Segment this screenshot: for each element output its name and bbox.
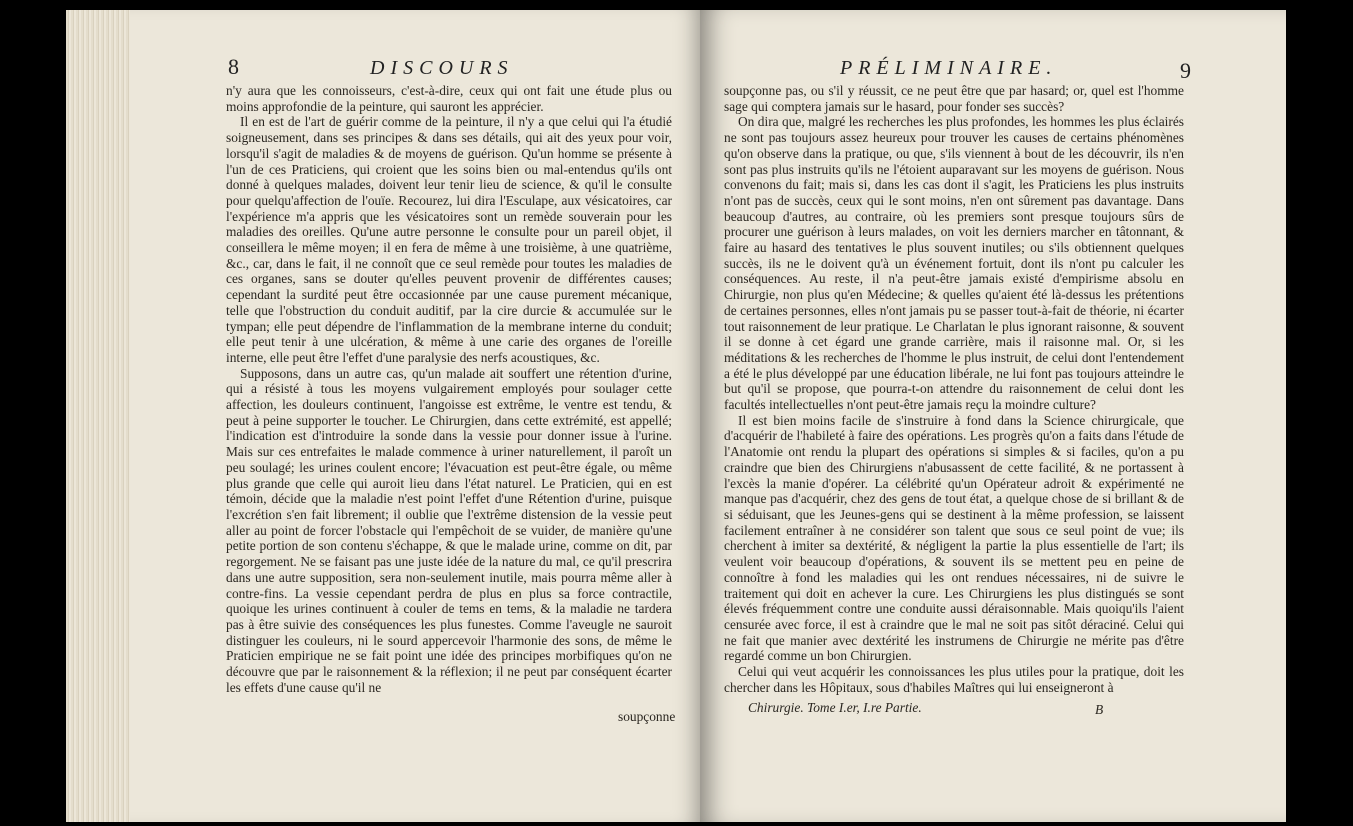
- right-paragraph-3: Il est bien moins facile de s'instruire à fond dans la Science chirurgicale, que d'acquérir de l'habileté à faire des opérations. Les progrès qu'on a faits dans l'étude de l'Anatomie ont rendu la plupart des opérations si simples & si faciles, qu'on a pu craindre que bien des Chirurgiens n'abusassent de cette facilité, & ne portassent à l'excès la manie d'opérer. La célébrité qu'un Opérateur adroit & expérimenté ne manque pas d'acquérir, chez des gens de tout état, a quelque chose de si brillant & de si séduisant, que les Jeunes-gens qui se destinent à la même profession, se laissent facilement entraîner à ne considérer son talent que sous ce seul point de vue; ils cherchent à imiter sa dextérité, & négligent la partie la plus essentielle de l'art; ils veulent voir beaucoup d'opérations, & souvent ils se mettent peu en peine de connoître à fond les maladies qui les ont rendues nécessaires, ni de suivre le traitement qui doit en achever la cure. Les Chirurgiens les plus distingués se sont élevés fréquemment contre une conduite aussi déraisonnable. Mais quoiqu'ils l'aient censurée avec force, il est à craindre que le mal ne soit pas sitôt déraciné. Celui qui ne fait que manier avec dextérité les instrumens de Chirurgie ne mérite pas d'être regardé comme un bon Chirurgien.: [724, 412, 1184, 664]
- right-page-text: [724, 83, 1184, 695]
- right-paragraph-4: Celui qui veut acquérir les connoissances les plus utiles pour la pratique, doit les chercher dans les Hôpitaux, sous d'habiles Maîtres qui lui enseigneront à: [724, 664, 1184, 695]
- page-edges: [66, 10, 136, 822]
- right-paragraph-2: On dira que, malgré les recherches les plus profondes, les hommes les plus éclairés ne sont pas toujours assez heureux pour trouver les causes de certains phénomènes qu'on observe dans la pratique, ou que, s'ils viennent à bout de les découvrir, ils n'en sont pas plus instruits qu'ils ne l'étoient auparavant sur les moyens de guérison. Nous convenons du fait; mais si, dans les cas dont il s'agit, les Praticiens les plus instruits n'ont pas de succès, ceux qui le sont moins, n'en ont sûrement pas davantage. Dans beaucoup d'autres, au contraire, où les premiers sont presque toujours sûrs de procurer une guérison à leurs malades, on voit les derniers marcher en tâtonnant, & faire au hasard des tentatives le plus souvent inutiles; ou s'ils obtiennent quelques succès, ils ne le doivent qu'à un événement fortuit, dont ils n'ont pu calculer les conséquences. Au reste, il n'a peut-être jamais existé d'empirisme absolu en Chirurgie, non plus qu'en Médecine; & quelles qu'aient été là-dessus les prétentions de certaines personnes, elles n'ont jamais pu se passer tout-à-fait de théorie, ni écarter tout raisonnement de leur pratique. Le Charlatan le plus ignorant raisonne, & souvent il se donne à cet égard une grande carrière, mais il raisonne mal. Or, si les méditations & les recherches de l'homme le plus instruit, de celui dont l'entendement a été le plus développé par une éducation libérale, ne lui font pas toujours atteindre le but qu'il se propose, que pourra-t-on attendre du raisonnement de celui dont les facultés intellectuelles n'ont peut-être jamais reçu la moindre culture?: [724, 114, 1184, 413]
- signature-mark: B: [1095, 702, 1104, 717]
- left-page: [130, 10, 700, 822]
- left-page-number: 8: [228, 54, 239, 79]
- left-page-text: [226, 83, 672, 695]
- right-footer: Chirurgie. Tome I.er, I.re Partie.: [748, 700, 922, 715]
- right-running-head: PRÉLIMINAIRE.: [840, 57, 1058, 79]
- right-page-number: 9: [1180, 58, 1191, 83]
- left-catchword: soupçonne: [618, 709, 676, 724]
- left-paragraph-1: n'y aura que les connoisseurs, c'est-à-dire, ceux qui ont fait une étude plus ou moins approfondie de la peinture, qui sauront les apprécier.: [226, 83, 672, 114]
- left-paragraph-2: Il en est de l'art de guérir comme de la peinture, il n'y a que celui qui l'a étudié soigneusement, dans ses principes & dans ses détails, qui ait des yeux pour voir, lorsqu'il s'agit de maladies & de moyens de guérison. Qu'un homme se présente à l'un de ces Praticiens, qui croient que les soins bien ou mal-entendus qu'ils ont donné à quelques malades, doivent leur tenir lieu de science, & qu'il le consulte pour quelqu'affection de l'ouïe. Recourez, lui dira l'Esculape, aux vésicatoires, car l'expérience m'a appris que les vésicatoires sont un remède souverain pour les maladies des oreilles. Qu'une autre personne le consulte pour un pareil objet, il conseillera le même moyen; il en fera de même à une troisième, à une quatrième, &c., car, dans le fait, il ne connoît que ce seul remède pour toutes les maladies de ces organes, sans se douter qu'elles peuvent provenir de différentes causes; cependant la surdité peut être occasionnée par une cause purement mécanique, telle que l'obstruction du conduit auditif, par la cire durcie & accumulée sur le tympan; elle peut dépendre de l'inflammation de la membrane interne du conduit; elle peut tenir à une ulcération, & même à une carie des organes de l'oreille interne, elle peut être l'effet d'une paralysie des nerfs acoustiques, &c.: [226, 114, 672, 365]
- left-paragraph-3: Supposons, dans un autre cas, qu'un malade ait souffert une rétention d'urine, qui a résisté à tous les moyens vulgairement employés pour soulager cette affection, les douleurs continuent, l'angoisse est extrême, le ventre est tendu, & peut à peine supporter le toucher. Le Chirurgien, dans cette extrémité, est appellé; l'indication est d'introduire la sonde dans la vessie pour donner issue à l'urine. Mais sur ces entrefaites le malade commence à uriner naturellement, il paroît un peu soulagé; les urines coulent encore; l'évacuation est peut-être égale, ou même plus grande que celle qui auroit lieu dans l'état naturel. Le Praticien, qui en est témoin, décide que la maladie n'est point l'effet d'une Rétention d'urine, puisque l'excrétion s'en fait librement; il oublie que l'extrême distension de la vessie peut aller au point de forcer l'obstacle qui l'empêchoit de se vuider, de manière qu'une petite portion de son contenu s'échappe, & que le malade urine, comme on dit, par regorgement. Ne se faisant pas une juste idée de la nature du mal, ce qu'il prescrira dans une autre supposition, sera non-seulement inutile, mais pourra même aller à contre-fins. La vessie cependant perdra de plus en plus sa force contractile, quoique les urines continuent à couler de tems en tems, & la maladie ne tardera pas à être suivie des conséquences les plus funestes. Comme l'aveugle ne sauroit distinguer les couleurs, ni le sourd appercevoir l'harmonie des sons, de même le Praticien empirique ne se fait point une idée des principes morbifiques qu'on ne découvre que par le raisonnement & la réflexion; il ne peut par conséquent écarter les effets d'une cause qu'il ne: [226, 365, 672, 695]
- left-running-head: DISCOURS: [370, 57, 514, 79]
- right-paragraph-1: soupçonne pas, ou s'il y réussit, ce ne peut être que par hasard; or, quel est l'homme sage qui comptera jamais sur le hasard, pour fonder ses succès?: [724, 83, 1184, 114]
- right-page: [700, 10, 1286, 822]
